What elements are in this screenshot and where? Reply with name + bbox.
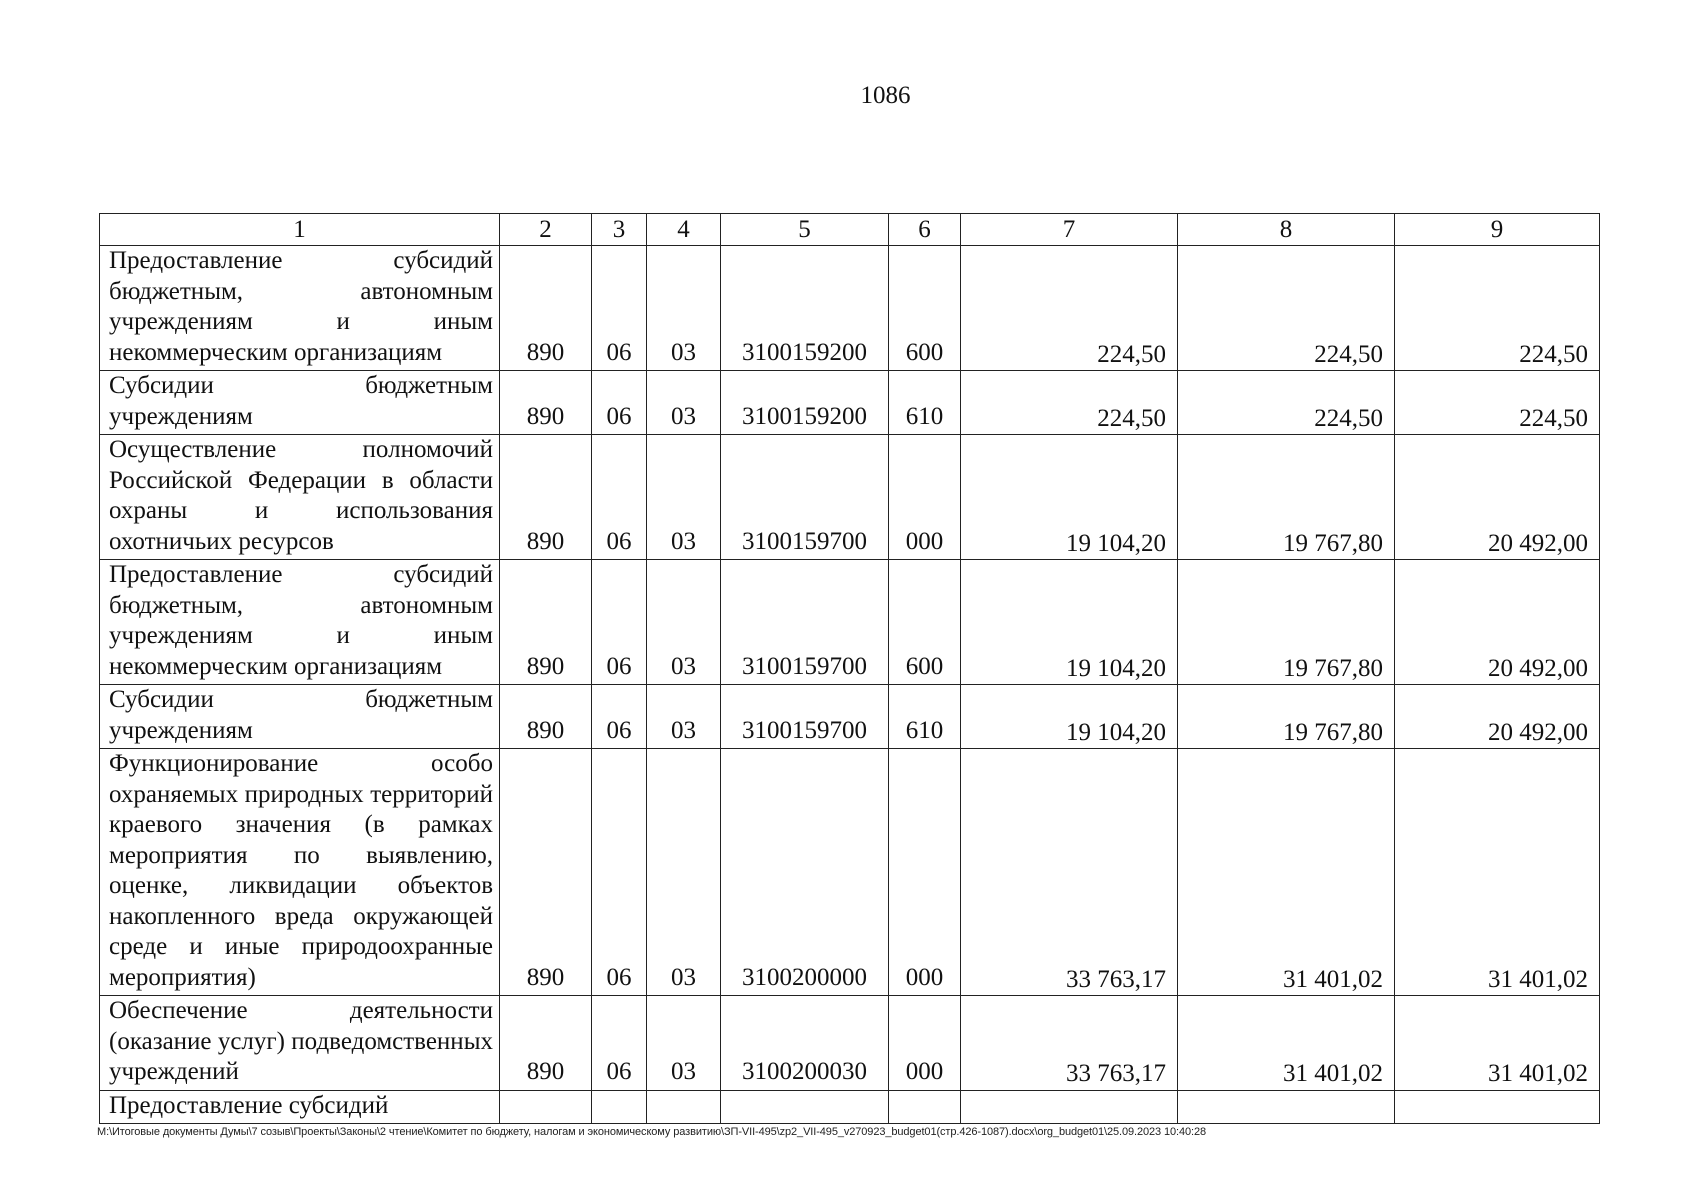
cell-ministry-code: 890 [500, 749, 592, 996]
cell-target-article: 3100159700 [721, 560, 889, 685]
cell-amount-col8: 224,50 [1178, 246, 1395, 371]
cell-target-article: 3100159200 [721, 371, 889, 435]
table-row [100, 435, 1600, 560]
cell-amount-col7: 19 104,20 [961, 685, 1178, 749]
row-description: Субсидии бюджетным учреждениям [100, 371, 500, 435]
cell-subsection-code: 03 [647, 996, 721, 1091]
cell-expense-type: 600 [889, 560, 961, 685]
cell-section-code: 06 [592, 996, 647, 1091]
cell-expense-type: 610 [889, 685, 961, 749]
cell-amount-col8: 19 767,80 [1178, 435, 1395, 560]
row-description: Осуществление полномочий Российской Федерации в области охраны и использования охотничьих ресурсов [100, 435, 500, 560]
row-description: Субсидии бюджетным учреждениям [100, 685, 500, 749]
cell-expense-type: 000 [889, 749, 961, 996]
column-header-3: 3 [592, 214, 647, 246]
column-header-9: 9 [1395, 214, 1600, 246]
cell-amount-col9 [1395, 1090, 1600, 1124]
cell-amount-col8: 31 401,02 [1178, 996, 1395, 1091]
column-header-1: 1 [100, 214, 500, 246]
table-row [100, 749, 1600, 996]
cell-amount-col9: 224,50 [1395, 371, 1600, 435]
cell-amount-col9: 31 401,02 [1395, 749, 1600, 996]
cell-target-article: 3100159700 [721, 435, 889, 560]
cell-ministry-code: 890 [500, 996, 592, 1091]
cell-section-code: 06 [592, 749, 647, 996]
column-header-7: 7 [961, 214, 1178, 246]
cell-target-article: 3100200000 [721, 749, 889, 996]
cell-subsection-code: 03 [647, 685, 721, 749]
cell-ministry-code [500, 1090, 592, 1124]
cell-amount-col8: 224,50 [1178, 371, 1395, 435]
cell-ministry-code: 890 [500, 560, 592, 685]
column-header-8: 8 [1178, 214, 1395, 246]
table-row [100, 246, 1600, 371]
cell-amount-col8 [1178, 1090, 1395, 1124]
cell-amount-col7: 33 763,17 [961, 749, 1178, 996]
table-row [100, 371, 1600, 435]
file-path-footer: M:\Итоговые документы Думы\7 созыв\Проекты\Законы\2 чтение\Комитет по бюджету, налогам и экономическому развитию\ЗП-VII-495\zp2_VII-495_v270923_budget01(стр.426-1087).docx\org_budget01\25.09.2023 10:40:28 [97, 1126, 1207, 1138]
row-description: Обеспечение деятельности (оказание услуг) подведомственных учреждений [100, 996, 500, 1091]
column-header-2: 2 [500, 214, 592, 246]
row-description: Предоставление субсидий бюджетным, автономным учреждениям и иным некоммерческим организациям [100, 560, 500, 685]
cell-subsection-code: 03 [647, 749, 721, 996]
cell-amount-col7 [961, 1090, 1178, 1124]
column-header-4: 4 [647, 214, 721, 246]
cell-subsection-code: 03 [647, 371, 721, 435]
budget-table [99, 213, 1600, 1124]
cell-amount-col7: 224,50 [961, 246, 1178, 371]
page-number: 1086 [860, 82, 911, 109]
cell-subsection-code: 03 [647, 246, 721, 371]
cell-target-article: 3100200030 [721, 996, 889, 1091]
row-description: Предоставление субсидий бюджетным, автономным учреждениям и иным некоммерческим организациям [100, 246, 500, 371]
cell-ministry-code: 890 [500, 371, 592, 435]
table-row [100, 560, 1600, 685]
cell-target-article: 3100159200 [721, 246, 889, 371]
cell-amount-col9: 31 401,02 [1395, 996, 1600, 1091]
cell-amount-col9: 20 492,00 [1395, 685, 1600, 749]
cell-target-article: 3100159700 [721, 685, 889, 749]
table-row [100, 1090, 1600, 1124]
cell-section-code: 06 [592, 685, 647, 749]
column-header-5: 5 [721, 214, 889, 246]
cell-amount-col9: 224,50 [1395, 246, 1600, 371]
header-row [100, 214, 1600, 246]
cell-expense-type: 000 [889, 996, 961, 1091]
cell-amount-col7: 33 763,17 [961, 996, 1178, 1091]
table-row [100, 685, 1600, 749]
cell-amount-col8: 19 767,80 [1178, 560, 1395, 685]
cell-subsection-code: 03 [647, 560, 721, 685]
row-description: Предоставление субсидий [100, 1090, 500, 1124]
cell-expense-type: 600 [889, 246, 961, 371]
cell-subsection-code [647, 1090, 721, 1124]
cell-amount-col7: 19 104,20 [961, 435, 1178, 560]
cell-section-code [592, 1090, 647, 1124]
cell-amount-col8: 19 767,80 [1178, 685, 1395, 749]
cell-amount-col7: 224,50 [961, 371, 1178, 435]
cell-amount-col9: 20 492,00 [1395, 560, 1600, 685]
table-row [100, 996, 1600, 1091]
column-header-6: 6 [889, 214, 961, 246]
cell-amount-col9: 20 492,00 [1395, 435, 1600, 560]
cell-expense-type [889, 1090, 961, 1124]
row-description: Функционирование особо охраняемых природных территорий краевого значения (в рамках мероприятия по выявлению, оценке, ликвидации объектов накопленного вреда окружающей среде и иные природоохранные мероприятия) [100, 749, 500, 996]
cell-ministry-code: 890 [500, 435, 592, 560]
cell-target-article [721, 1090, 889, 1124]
cell-ministry-code: 890 [500, 685, 592, 749]
cell-section-code: 06 [592, 371, 647, 435]
cell-section-code: 06 [592, 560, 647, 685]
cell-subsection-code: 03 [647, 435, 721, 560]
cell-ministry-code: 890 [500, 246, 592, 371]
cell-expense-type: 610 [889, 371, 961, 435]
cell-amount-col7: 19 104,20 [961, 560, 1178, 685]
cell-section-code: 06 [592, 246, 647, 371]
cell-amount-col8: 31 401,02 [1178, 749, 1395, 996]
cell-section-code: 06 [592, 435, 647, 560]
cell-expense-type: 000 [889, 435, 961, 560]
